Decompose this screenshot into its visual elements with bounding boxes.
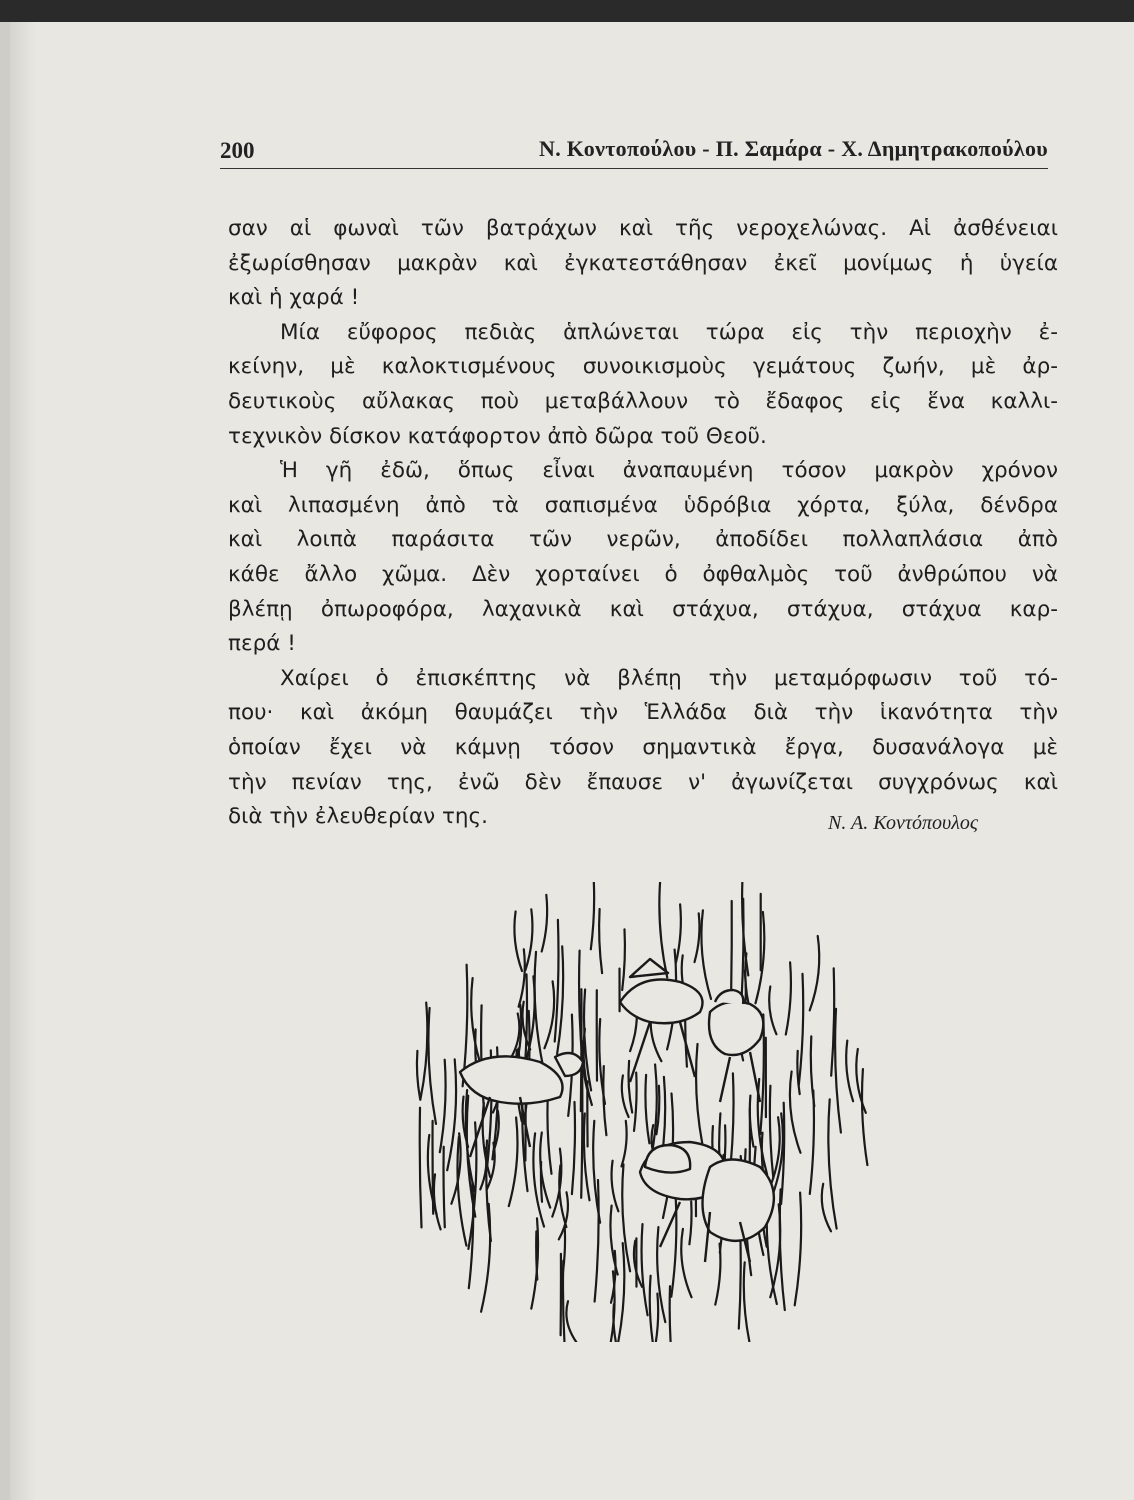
page-header bbox=[220, 134, 1048, 169]
grass-stroke bbox=[634, 1073, 637, 1131]
text-line: που· καὶ ἀκόμη θαυμάζει τὴν Ἑλλάδα διὰ τὴν ἱκανότητα τὴν bbox=[228, 700, 1058, 726]
text-line: σαν αἱ φωναὶ τῶν βατράχων καὶ τῆς νεροχελώνας. Αἱ ἀσθένειαι bbox=[228, 216, 1058, 241]
paragraph bbox=[228, 212, 1058, 316]
grass-stroke bbox=[612, 1161, 619, 1212]
grass-stroke bbox=[653, 1294, 658, 1342]
text-line: καὶ λιπασμένη ἀπὸ τὰ σαπισμένα ὑδρόβια χόρτα, ξύλα, δένδρα bbox=[228, 492, 1058, 518]
grass-stroke bbox=[563, 1226, 565, 1273]
grass-stroke bbox=[428, 1008, 436, 1124]
grass-stroke bbox=[799, 974, 803, 1085]
grass-stroke bbox=[519, 949, 525, 1007]
grass-stroke bbox=[835, 1009, 841, 1133]
grass-stroke bbox=[622, 929, 625, 990]
grass-stroke bbox=[525, 909, 532, 970]
grass-stroke bbox=[447, 1059, 456, 1170]
text-line: κείνην, μὲ καλοκτισμένους συνοικισμοὺς γεμάτους ζωήν, μὲ ἀρ- bbox=[228, 354, 1058, 380]
grass-stroke bbox=[659, 882, 667, 977]
paragraph bbox=[228, 454, 1058, 662]
grass-stroke bbox=[642, 1224, 648, 1315]
grass-stroke bbox=[810, 936, 820, 1010]
body-text bbox=[228, 212, 1058, 835]
text-line: ὁποίαν ἔχει νὰ κάμνῃ τόσον σημαντικὰ ἔργα, δυσανάλογα μὲ bbox=[228, 734, 1058, 760]
text-line: Μία εὔφορος πεδιὰς ἁπλώνεται τώρα εἰς τὴν περιοχὴν ἐ- bbox=[280, 319, 1058, 345]
grass-stroke bbox=[559, 1165, 566, 1227]
text-line: κάθε ἄλλο χῶμα. Δὲν χορταίνει ὁ ὀφθαλμὸς τοῦ ἀνθρώπου νὰ bbox=[228, 561, 1058, 587]
grass-stroke bbox=[440, 1060, 446, 1153]
paragraph bbox=[228, 662, 1058, 835]
grass-stroke bbox=[547, 1090, 551, 1174]
text-line: καὶ ἡ χαρά ! bbox=[228, 285, 360, 311]
grass-stroke bbox=[572, 1102, 575, 1194]
grass-stroke bbox=[822, 1184, 831, 1232]
grass-stroke bbox=[444, 1147, 445, 1228]
grass-stroke bbox=[466, 1090, 475, 1191]
text-line: τὴν πενίαν της, ἐνῶ δὲν ἔπαυσε ν' ἀγωνίζεται συγχρόνως καὶ bbox=[228, 769, 1058, 795]
grass-stroke bbox=[862, 1069, 867, 1165]
grass-stroke bbox=[628, 1061, 632, 1113]
text-line: Χαίρει ὁ ἐπισκέπτης νὰ βλέπῃ τὴν μεταμόρφωσιν τοῦ τό- bbox=[280, 665, 1058, 691]
grass-stroke bbox=[541, 1162, 542, 1202]
grass-stroke bbox=[650, 1276, 656, 1342]
paragraph bbox=[228, 316, 1058, 454]
grass-stroke bbox=[828, 1099, 836, 1228]
grass-stroke bbox=[645, 1075, 649, 1143]
grass-stroke bbox=[514, 912, 522, 972]
grass-stroke bbox=[434, 1174, 441, 1229]
grass-stroke bbox=[696, 1044, 705, 1158]
grass-stroke bbox=[769, 987, 776, 1035]
grass-stroke bbox=[535, 952, 544, 1068]
grass-stroke bbox=[581, 989, 582, 1111]
grass-stroke bbox=[542, 895, 547, 952]
grass-stroke bbox=[417, 1051, 420, 1099]
grass-stroke bbox=[457, 1137, 466, 1246]
grass-stroke bbox=[831, 968, 834, 1075]
text-line: βλέπῃ ὀπωροφόρα, λαχανικὰ καὶ στάχυα, στάχυα, στάχυα καρ- bbox=[228, 596, 1058, 622]
book-page bbox=[0, 22, 1134, 1500]
grass-stroke bbox=[420, 1108, 422, 1228]
grass-stroke bbox=[770, 1086, 773, 1178]
grass-stroke bbox=[420, 1003, 427, 1100]
text-line: τεχνικὸν δίσκον κατάφορτον ἀπὸ δῶρα τοῦ Θεοῦ. bbox=[228, 423, 767, 449]
grass-stroke bbox=[599, 909, 602, 973]
grass-stroke bbox=[545, 981, 555, 1048]
grass-stroke bbox=[509, 1118, 518, 1207]
grass-stroke bbox=[689, 1202, 691, 1245]
text-line: διὰ τὴν ἐλευθερίαν της. bbox=[228, 804, 488, 830]
running-head: Ν. Κοντοπούλου - Π. Σαμάρα - Χ. Δημητρακοπούλου bbox=[539, 136, 1048, 161]
grass-stroke bbox=[531, 1218, 538, 1308]
text-line: ἐξωρίσθησαν μακρὰν καὶ ἐγκατεστάθησαν ἐκεῖ μονίμως ἡ ὑγεία bbox=[228, 250, 1058, 276]
grass-stroke bbox=[846, 1041, 853, 1102]
text-line: δευτικοὺς αὔλακας ποὺ μεταβάλλουν τὸ ἔδαφος εἰς ἕνα καλλι- bbox=[228, 388, 1058, 414]
grass-stroke bbox=[566, 1301, 576, 1342]
grass-stroke bbox=[555, 920, 559, 1042]
grass-stroke bbox=[695, 913, 700, 962]
grass-stroke bbox=[744, 1262, 750, 1342]
grass-stroke bbox=[676, 904, 681, 962]
grass-stroke bbox=[481, 1204, 490, 1312]
text-line: Ἡ γῆ ἐδῶ, ὅπως εἶναι ἀναπαυμένη τόσον μακρὸν χρόνον bbox=[280, 458, 1058, 484]
grass-stroke bbox=[786, 962, 791, 1034]
text-line: καὶ λοιπὰ παράσιτα τῶν νερῶν, ἀποδίδει πολλαπλάσια ἀπὸ bbox=[228, 527, 1058, 553]
grass-stroke bbox=[591, 882, 594, 949]
page-number: 200 bbox=[220, 138, 255, 163]
grass-stroke bbox=[739, 1237, 741, 1329]
grass-stroke bbox=[701, 910, 711, 999]
grass-stroke bbox=[731, 901, 732, 989]
grass-stroke bbox=[810, 1090, 814, 1194]
grass-stroke bbox=[795, 1193, 801, 1306]
harvest-wheat-field-drawing-icon bbox=[380, 882, 900, 1342]
grass-stroke bbox=[471, 978, 480, 1062]
grass-stroke bbox=[610, 1206, 617, 1275]
author-signature: Ν. Α. Κοντόπουλος bbox=[828, 812, 978, 834]
grass-stroke bbox=[622, 1121, 627, 1167]
text-line: περά ! bbox=[228, 631, 296, 657]
